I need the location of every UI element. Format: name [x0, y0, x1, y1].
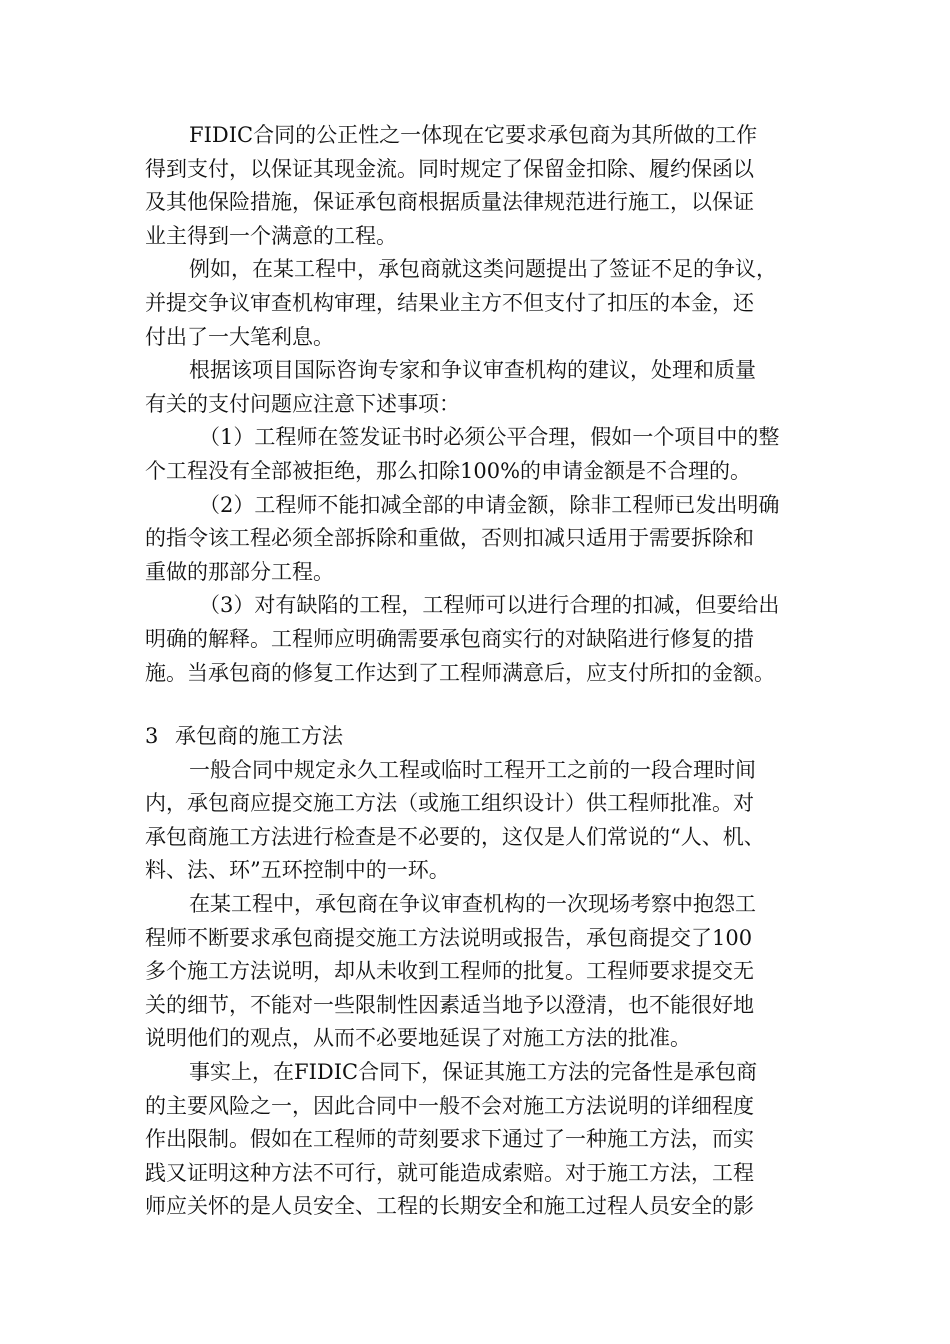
- paragraph: [145, 354, 825, 421]
- paragraph-line: 及其他保险措施，保证承包商根据质量法律规范进行施工，以保证: [145, 190, 754, 215]
- section-number: 3: [145, 724, 159, 749]
- paragraph-line: （2）工程师不能扣减全部的申请金额，除非工程师已发出明确: [199, 492, 780, 517]
- paragraph-line: 事实上，在FIDIC合同下，保证其施工方法的完备性是承包商: [189, 1060, 758, 1085]
- paragraph-line: （3）对有缺陷的工程，工程师可以进行合理的扣减，但要给出: [199, 593, 780, 618]
- paragraph-line: （1）工程师在签发证书时必须公平合理，假如一个项目中的整: [199, 425, 780, 450]
- section-title: 承包商的施工方法: [175, 724, 343, 749]
- paragraph-line: 多个施工方法说明，却从未收到工程师的批复。工程师要求提交无: [145, 959, 754, 984]
- paragraph-line: 付出了一大笔利息。: [145, 324, 334, 349]
- paragraph-line: 明确的解释。工程师应明确需要承包商实行的对缺陷进行修复的措: [145, 626, 754, 651]
- paragraph-line: 践又证明这种方法不可行，就可能造成索赔。对于施工方法，工程: [145, 1160, 754, 1185]
- paragraph-line: 关的细节，不能对一些限制性因素适当地予以澄清，也不能很好地: [145, 992, 754, 1017]
- paragraph-line: 例如，在某工程中，承包商就这类问题提出了签证不足的争议，: [189, 257, 777, 282]
- paragraph: [145, 253, 825, 354]
- document-body: [145, 119, 825, 1224]
- paragraph-line: 得到支付，以保证其现金流。同时规定了保留金扣除、履约保函以: [145, 156, 754, 181]
- list-item: [145, 589, 825, 690]
- paragraph: [145, 119, 825, 253]
- section-heading: [145, 720, 825, 754]
- paragraph-line: 承包商施工方法进行检查是不必要的，这仅是人们常说的“人、机、: [145, 824, 765, 849]
- paragraph-line: 的主要风险之一，因此合同中一般不会对施工方法说明的详细程度: [145, 1093, 754, 1118]
- paragraph-line: 作出限制。假如在工程师的苛刻要求下通过了一种施工方法，而实: [145, 1127, 754, 1152]
- paragraph: [145, 754, 825, 888]
- paragraph-line: 有关的支付问题应注意下述事项：: [145, 391, 460, 416]
- paragraph-line: 一般合同中规定永久工程或临时工程开工之前的一段合理时间: [189, 757, 756, 782]
- section-spacer: [145, 690, 825, 720]
- paragraph-line: 说明他们的观点，从而不必要地延误了对施工方法的批准。: [145, 1026, 691, 1051]
- paragraph-line: 根据该项目国际咨询专家和争议审查机构的建议，处理和质量: [189, 358, 756, 383]
- paragraph-line: 内，承包商应提交施工方法（或施工组织设计）供工程师批准。对: [145, 791, 754, 816]
- list-item: [145, 421, 825, 488]
- list-item: [145, 489, 825, 590]
- paragraph-line: 师应关怀的是人员安全、工程的长期安全和施工过程人员安全的影: [145, 1194, 754, 1219]
- paragraph-line: 重做的那部分工程。: [145, 559, 334, 584]
- paragraph-line: 程师不断要求承包商提交施工方法说明或报告，承包商提交了100: [145, 925, 753, 950]
- paragraph: [145, 1056, 825, 1224]
- paragraph-line: 在某工程中，承包商在争议审查机构的一次现场考察中抱怨工: [189, 892, 756, 917]
- paragraph-line: 施。当承包商的修复工作达到了工程师满意后，应支付所扣的金额。: [145, 660, 775, 685]
- paragraph-line: 料、法、环”五环控制中的一环。: [145, 858, 450, 883]
- paragraph-line: FIDIC合同的公正性之一体现在它要求承包商为其所做的工作: [189, 123, 758, 147]
- paragraph-line: 个工程没有全部被拒绝，那么扣除100%的申请金额是不合理的。: [145, 458, 752, 483]
- paragraph: [145, 888, 825, 1056]
- paragraph-line: 业主得到一个满意的工程。: [145, 223, 397, 248]
- paragraph-line: 的指令该工程必须全部拆除和重做，否则扣减只适用于需要拆除和: [145, 526, 754, 551]
- paragraph-line: 并提交争议审查机构审理，结果业主方不但支付了扣压的本金，还: [145, 290, 754, 315]
